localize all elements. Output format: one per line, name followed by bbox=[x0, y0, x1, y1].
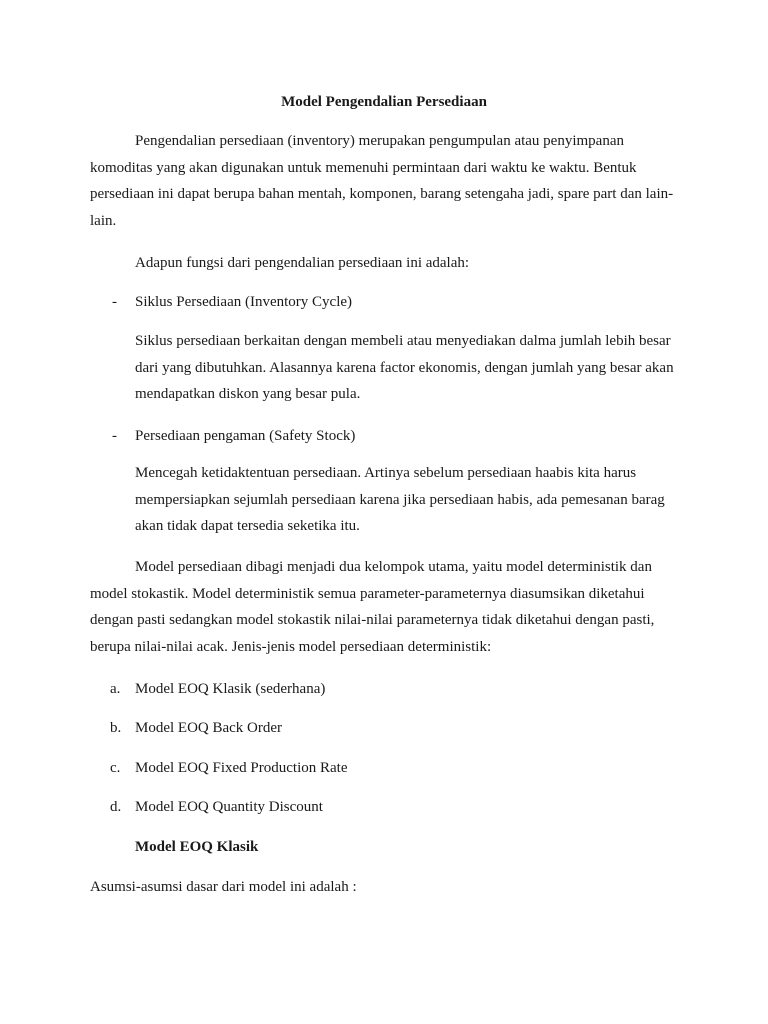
list-item-eoq-back-order: Model EOQ Back Order bbox=[135, 720, 283, 736]
assumptions-line: Asumsi-asumsi dasar dari model ini adalah : bbox=[90, 879, 357, 895]
models-paragraph: Model persediaan dibagi menjadi dua kelompok utama, yaitu model deterministik dan model stokastik. Model deterministik semua parameter-parameternya diasumsikan diketahui dengan pasti sedangkan model stokastik nilai-nilai parameternya tidak diketahui dengan pasti, berupa nilai-nilai acak. Jenis-jenis model persediaan deterministik: bbox=[90, 559, 655, 655]
bullet-label-inventory-cycle: Siklus Persediaan (Inventory Cycle) bbox=[135, 294, 353, 310]
list-marker: a. bbox=[110, 681, 121, 697]
bullet-marker: - bbox=[112, 428, 117, 444]
bullet-label-safety-stock: Persediaan pengaman (Safety Stock) bbox=[135, 428, 356, 444]
intro-paragraph: Pengendalian persediaan (inventory) merupakan pengumpulan atau penyimpanan komoditas yang akan digunakan untuk memenuhi permintaan dari waktu ke waktu. Bentuk persediaan ini dapat berupa bahan mentah, komponen, barang setengaha jadi, spare part dan lain-lain. bbox=[90, 133, 674, 229]
list-item-eoq-quantity-discount: Model EOQ Quantity Discount bbox=[135, 799, 323, 815]
functions-intro: Adapun fungsi dari pengendalian persediaan ini adalah: bbox=[135, 255, 470, 271]
list-item-eoq-fixed-production: Model EOQ Fixed Production Rate bbox=[135, 760, 348, 776]
bullet-desc-inventory-cycle: Siklus persediaan berkaitan dengan membeli atau menyediakan dalma jumlah lebih besar dari yang dibutuhkan. Alasannya karena factor ekonomis, dengan jumlah yang besar akan mendapatkan diskon yang besar pula. bbox=[135, 333, 674, 402]
list-item-eoq-klasik: Model EOQ Klasik (sederhana) bbox=[135, 681, 326, 697]
section-subheading: Model EOQ Klasik bbox=[135, 839, 259, 855]
document-title: Model Pengendalian Persediaan bbox=[281, 94, 487, 110]
list-marker: c. bbox=[110, 760, 121, 776]
bullet-desc-safety-stock: Mencegah ketidaktentuan persediaan. Artinya sebelum persediaan haabis kita harus mempersiapkan sejumlah persediaan karena jika persediaan habis, ada pemesanan barag akan tidak dapat tersedia seketika itu. bbox=[135, 465, 665, 534]
list-marker: d. bbox=[110, 799, 122, 815]
bullet-marker: - bbox=[112, 294, 117, 310]
list-marker: b. bbox=[110, 720, 122, 736]
